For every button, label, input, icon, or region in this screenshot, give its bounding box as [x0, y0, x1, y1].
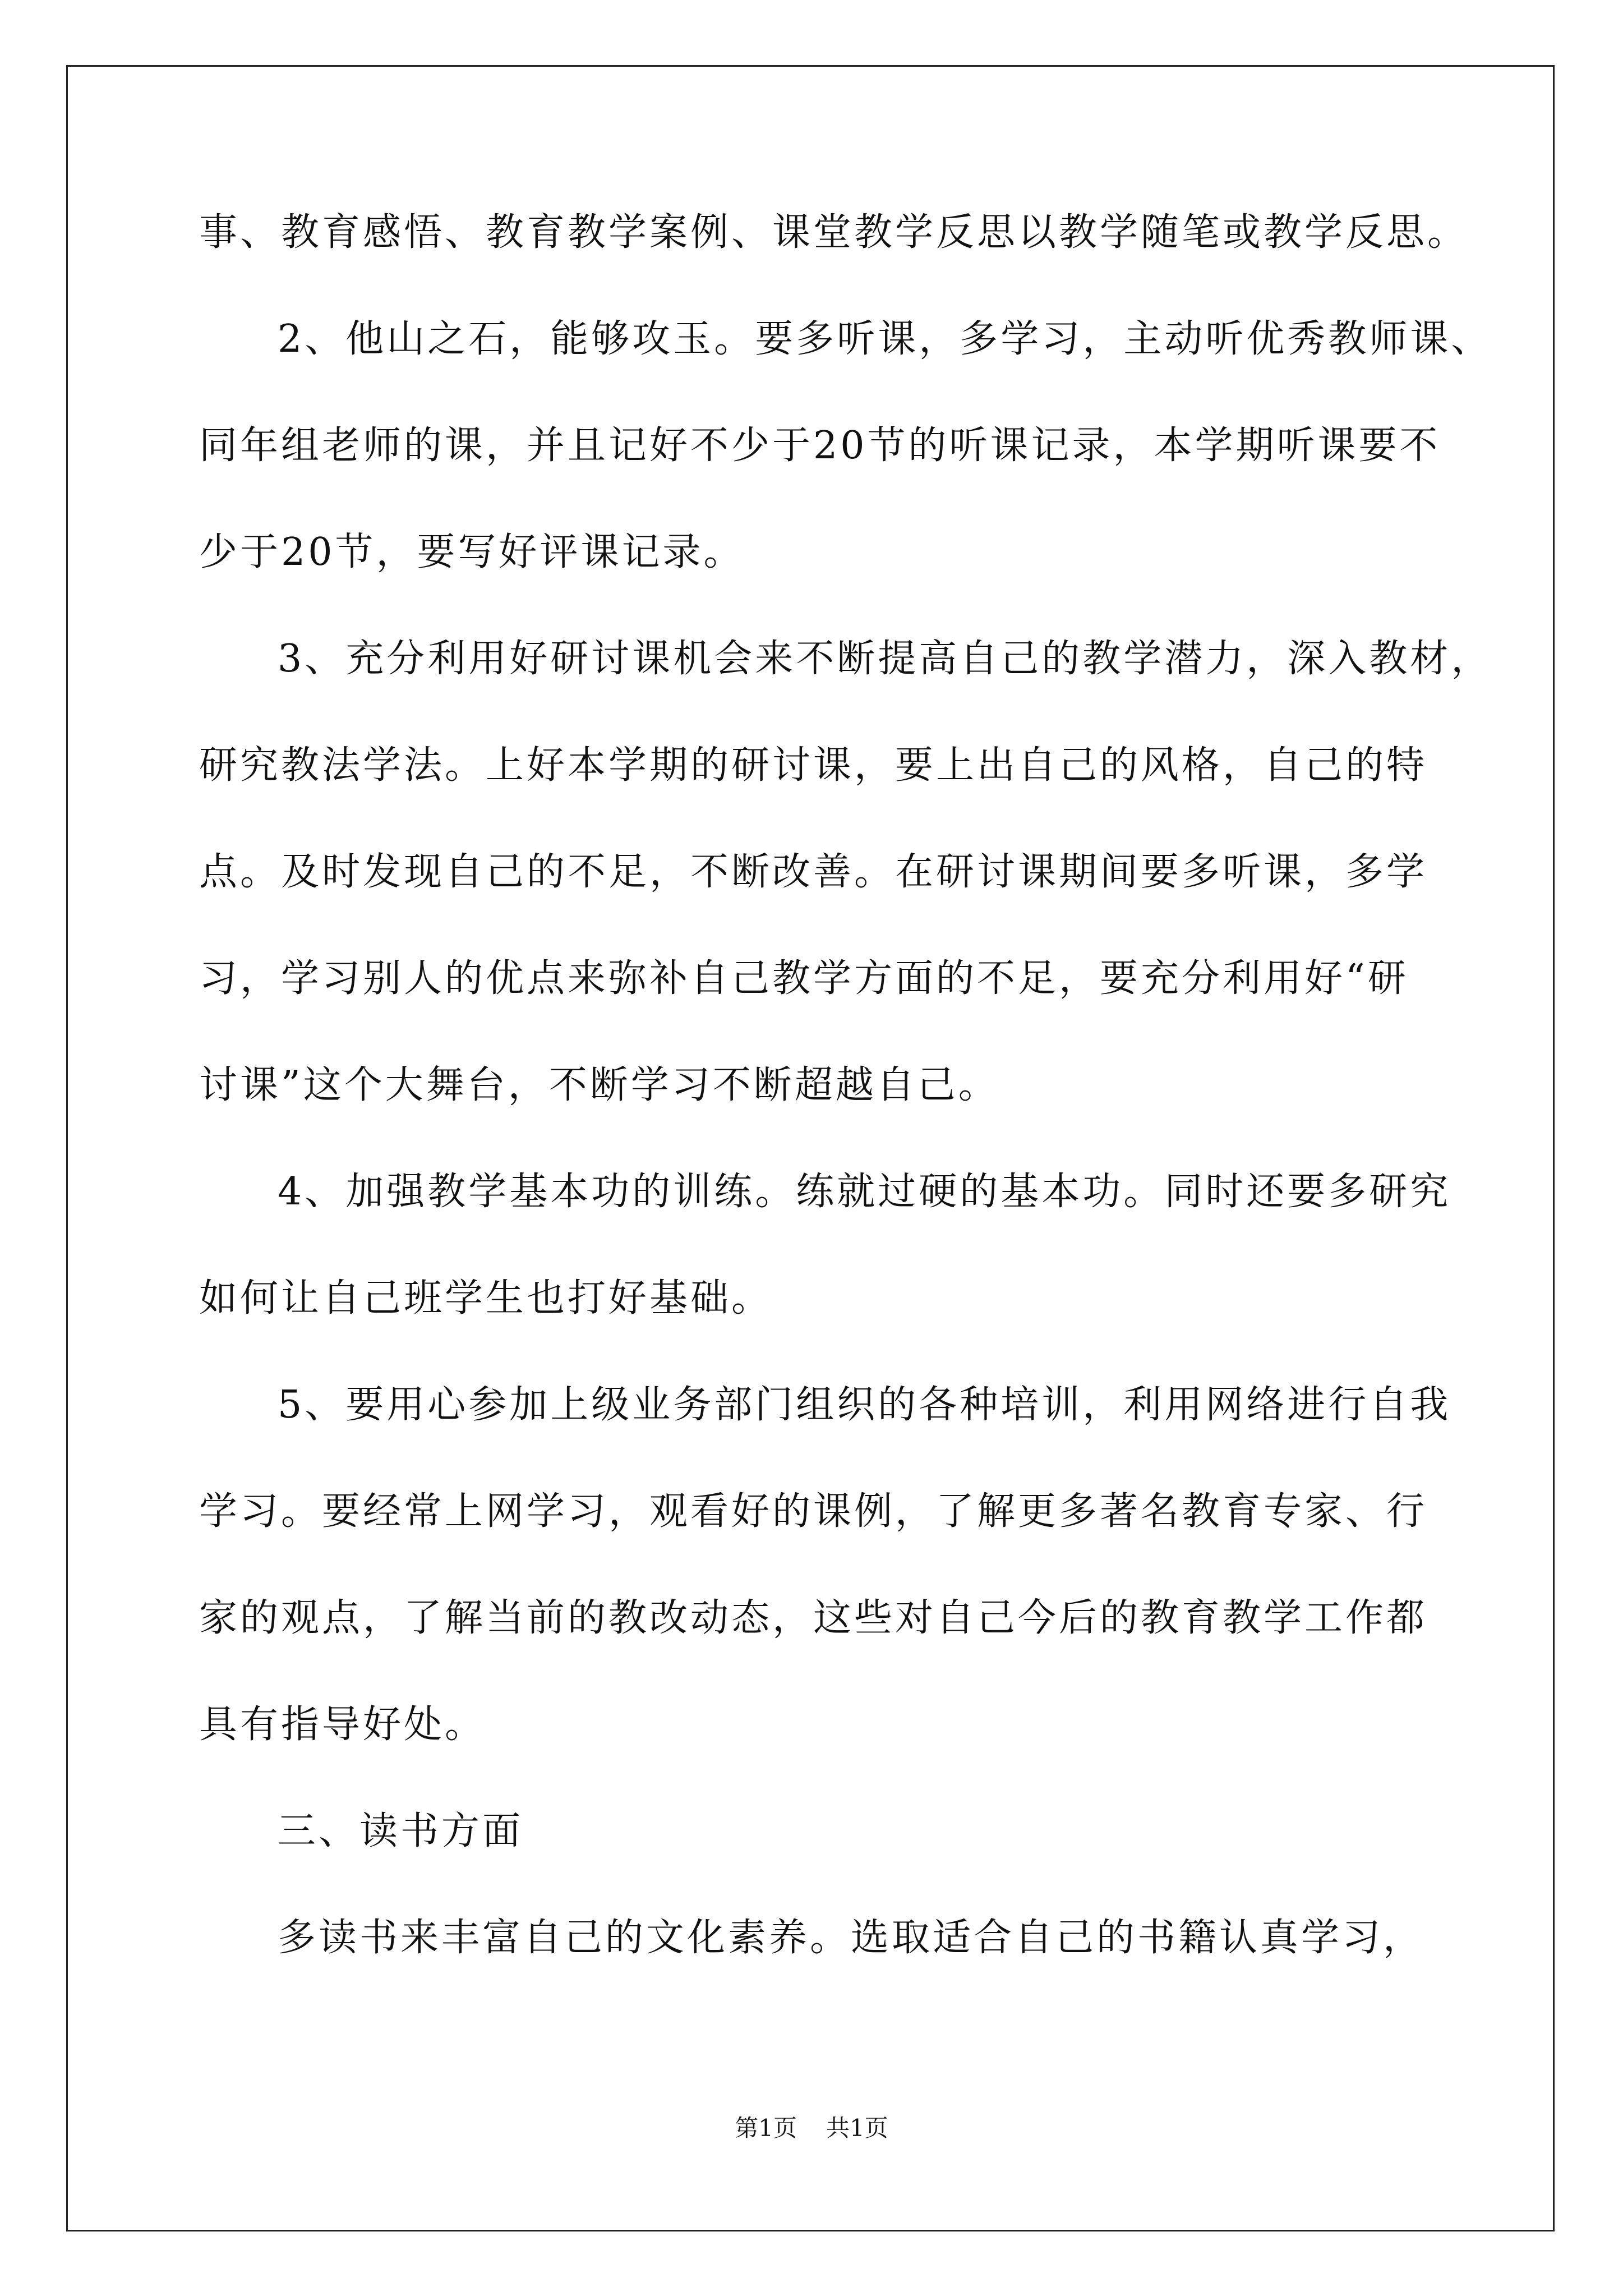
text-line-5: 3、充分利用好研讨课机会来不断提高自己的教学潜力，深入教材， — [278, 637, 1492, 681]
text-line-10: 4、加强教学基本功的训练。练就过硬的基本功。同时还要多研究 — [278, 1170, 1451, 1214]
text-line-6: 研究教法学法。上好本学期的研讨课，要上出自己的风格，自己的特 — [199, 743, 1428, 788]
page-number-current: 第1页 — [735, 2114, 797, 2142]
section-heading: 三、读书方面 — [278, 1809, 524, 1853]
text-line-7: 点。及时发现自己的不足，不断改善。在研讨课期间要多听课，多学 — [199, 850, 1428, 894]
text-line-13: 学习。要经常上网学习，观看好的课例，了解更多著名教育专家、行 — [199, 1489, 1428, 1534]
text-line-1: 事、教育感悟、教育教学案例、课堂教学反思以教学随笔或教学反思。 — [199, 210, 1469, 255]
text-line-8: 习，学习别人的优点来弥补自己教学方面的不足，要充分利用好“研 — [199, 956, 1409, 1001]
text-line-17: 多读书来丰富自己的文化素养。选取适合自己的书籍认真学习， — [278, 1916, 1424, 1960]
page-number-total: 共1页 — [826, 2114, 888, 2142]
text-line-9: 讨课”这个大舞台，不断学习不断超越自己。 — [199, 1063, 999, 1107]
text-line-15: 具有指导好处。 — [199, 1703, 486, 1747]
text-line-4: 少于20节，要写好评课记录。 — [199, 530, 745, 574]
page-footer — [0, 2111, 1623, 2145]
text-line-3: 同年组老师的课，并且记好不少于20节的听课记录，本学期听课要不 — [199, 424, 1441, 468]
text-line-14: 家的观点，了解当前的教改动态，这些对自己今后的教育教学工作都 — [199, 1596, 1428, 1640]
text-line-12: 5、要用心参加上级业务部门组织的各种培训，利用网络进行自我 — [278, 1383, 1451, 1427]
text-line-2: 2、他山之石，能够攻玉。要多听课，多学习，主动听优秀教师课、 — [278, 317, 1492, 361]
text-line-11: 如何让自己班学生也打好基础。 — [199, 1276, 773, 1320]
